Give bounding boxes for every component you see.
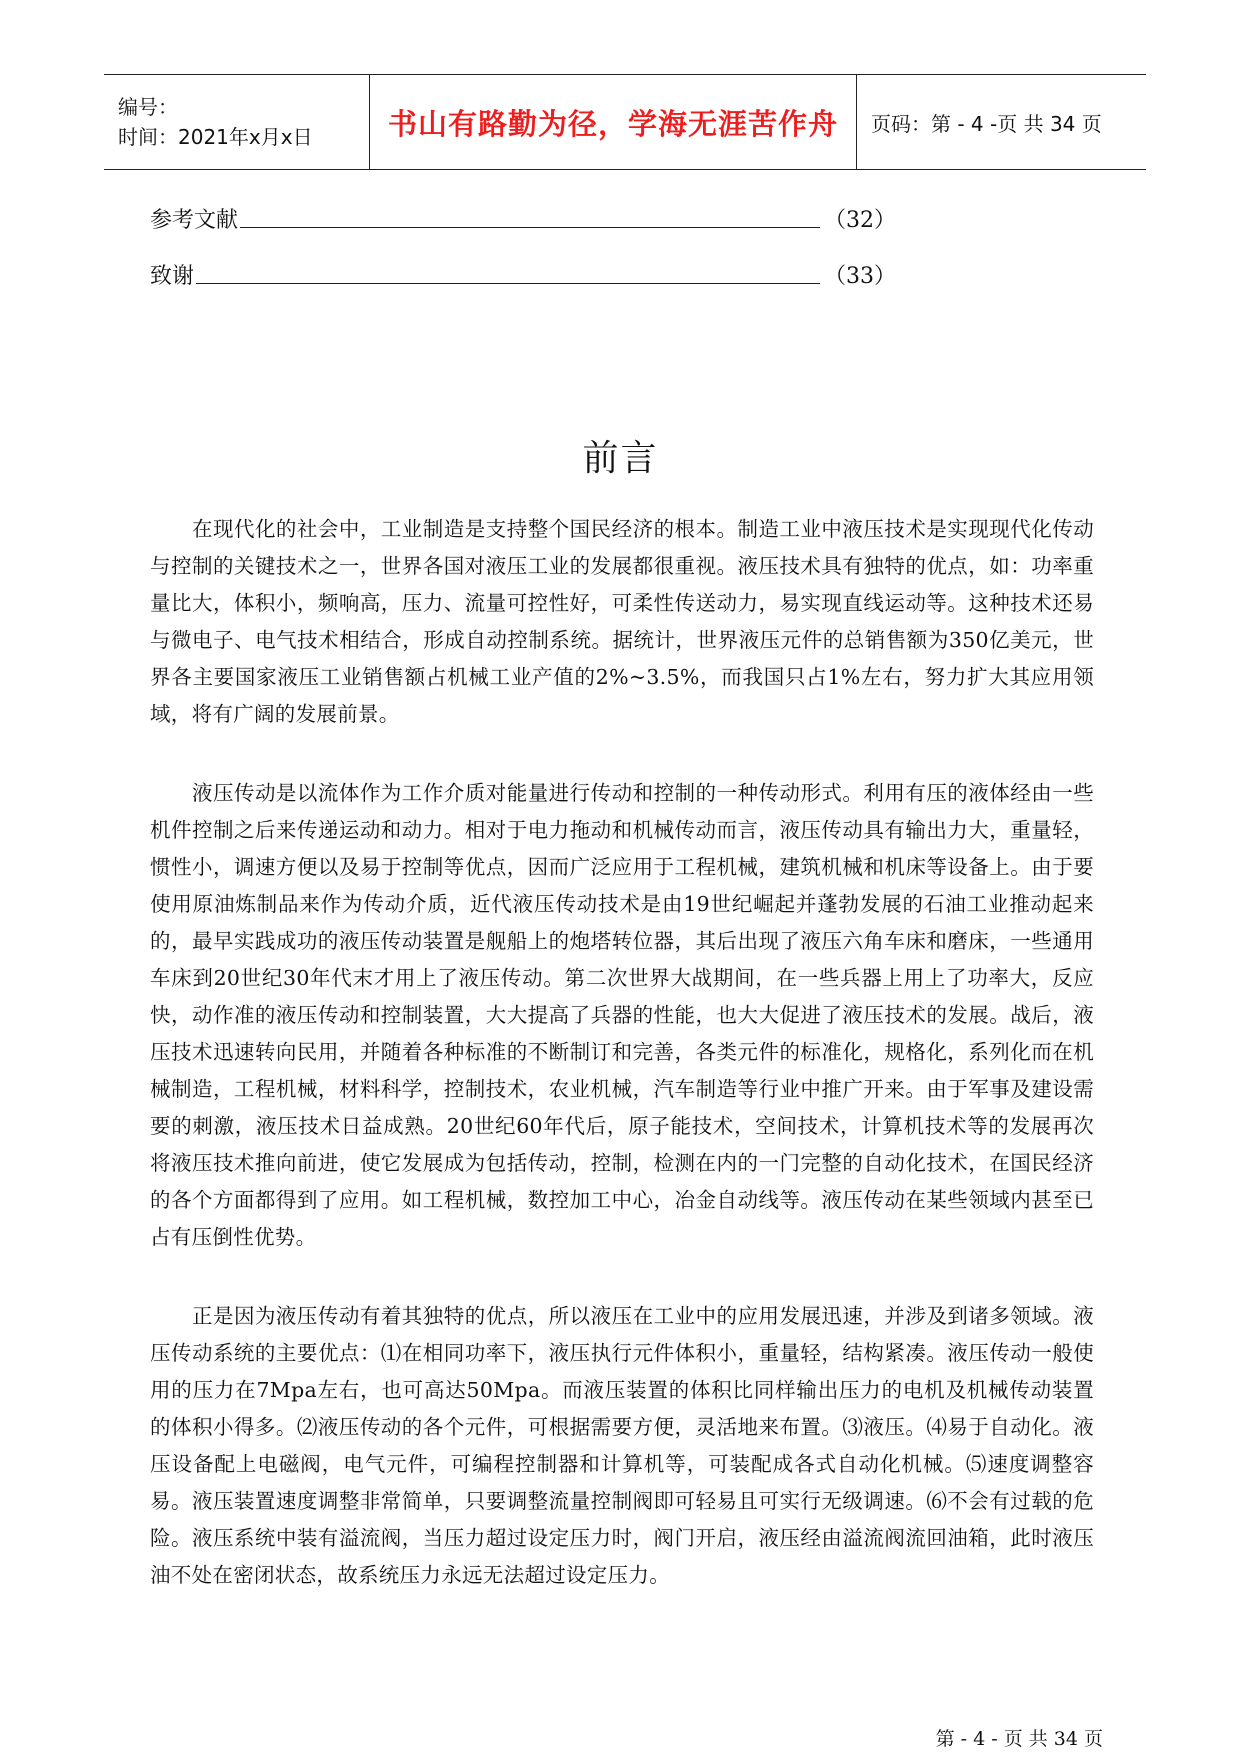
document-header: [104, 74, 1146, 170]
body-paragraph-1: 在现代化的社会中，工业制造是支持整个国民经济的根本。制造工业中液压技术是实现现代化传动与控制的关键技术之一，世界各国对液压工业的发展都很重视。液压技术具有独特的优点，如：功率重量比大，体积小，频响高，压力、流量可控性好，可柔性传送动力，易实现直线运动等。这种技术还易与微电子、电气技术相结合，形成自动控制系统。据统计，世界液压元件的总销售额为350亿美元，世界各主要国家液压工业销售额占机械工业产值的2%~3.5%，而我国只占1%左右，努力扩大其应用领域，将有广阔的发展前景。: [150, 517, 1094, 726]
header-page-number: 页码：第 - 4 -页 共 34 页: [871, 111, 1102, 136]
document-number-label: 编号：: [118, 95, 178, 119]
toc-entry-label: 参考文献: [150, 208, 239, 233]
section-title: 前言: [582, 438, 659, 479]
header-motto-cell: [370, 75, 857, 169]
body-paragraph-2: 液压传动是以流体作为工作介质对能量进行传动和控制的一种传动形式。利用有压的液体经由一些机件控制之后来传递运动和动力。相对于电力拖动和机械传动而言，液压传动具有输出力大，重量轻，惯性小，调速方便以及易于控制等优点，因而广泛应用于工程机械，建筑机械和机床等设备上。由于要使用原油炼制品来作为传动介质，近代液压传动技术是由19世纪崛起并蓬勃发展的石油工业推动起来的，最早实践成功的液压传动装置是舰船上的炮塔转位器，其后出现了液压六角车床和磨床，一些通用车床到20世纪30年代末才用上了液压传动。第二次世界大战期间，在一些兵器上用上了功率大，反应快，动作准的液压传动和控制装置，大大提高了兵器的性能，也大大促进了液压技术的发展。战后，液压技术迅速转向民用，并随着各种标准的不断制订和完善，各类元件的标准化，规格化，系列化而在机械制造，工程机械，材料科学，控制技术，农业机械，汽车制造等行业中推广开来。由于军事及建设需要的刺激，液压技术日益成熟。20世纪60年代后，原子能技术，空间技术，计算机技术等的发展再次将液压技术推向前进，使它发展成为包括传动，控制，检测在内的一门完整的自动化技术，在国民经济的各个方面都得到了应用。如工程机械，数控加工中心，冶金自动线等。液压传动在某些领域内甚至已占有压倒性优势。: [150, 781, 1094, 1249]
toc-entry-page: （33）: [824, 264, 896, 289]
page-footer: 第 - 4 - 页 共 34 页: [935, 1728, 1103, 1750]
toc-leader-line: [196, 283, 820, 284]
toc-entry-page: （32）: [824, 208, 896, 233]
toc-entry-acknowledgements[interactable]: [150, 256, 896, 290]
body-paragraph-3: 正是因为液压传动有着其独特的优点，所以液压在工业中的应用发展迅速，并涉及到诸多领域。液压传动系统的主要优点：⑴在相同功率下，液压执行元件体积小，重量轻，结构紧凑。液压传动一般使用的压力在7Mpa左右，也可高达50Mpa。而液压装置的体积比同样输出压力的电机及机械传动装置的体积小得多。⑵液压传动的各个元件，可根据需要方便，灵活地来布置。⑶液压。⑷易于自动化。液压设备配上电磁阀，电气元件，可编程控制器和计算机等，可装配成各式自动化机械。⑸速度调整容易。液压装置速度调整非常简单，只要调整流量控制阀即可轻易且可实行无级调速。⑹不会有过载的危险。液压系统中装有溢流阀，当压力超过设定压力时，阀门开启，液压经由溢流阀流回油箱，此时液压油不处在密闭状态，故系统压力永远无法超过设定压力。: [150, 1304, 1094, 1587]
toc-entry-references[interactable]: [150, 200, 896, 234]
header-motto: 书山有路勤为径，学海无涯苦作舟: [387, 106, 838, 141]
header-page-cell: [857, 75, 1146, 169]
header-meta-cell: [104, 75, 370, 169]
toc-leader-line: [240, 227, 820, 228]
document-time-label: 时间：2021年x月x日: [118, 125, 313, 149]
toc-entry-label: 致谢: [150, 264, 195, 289]
